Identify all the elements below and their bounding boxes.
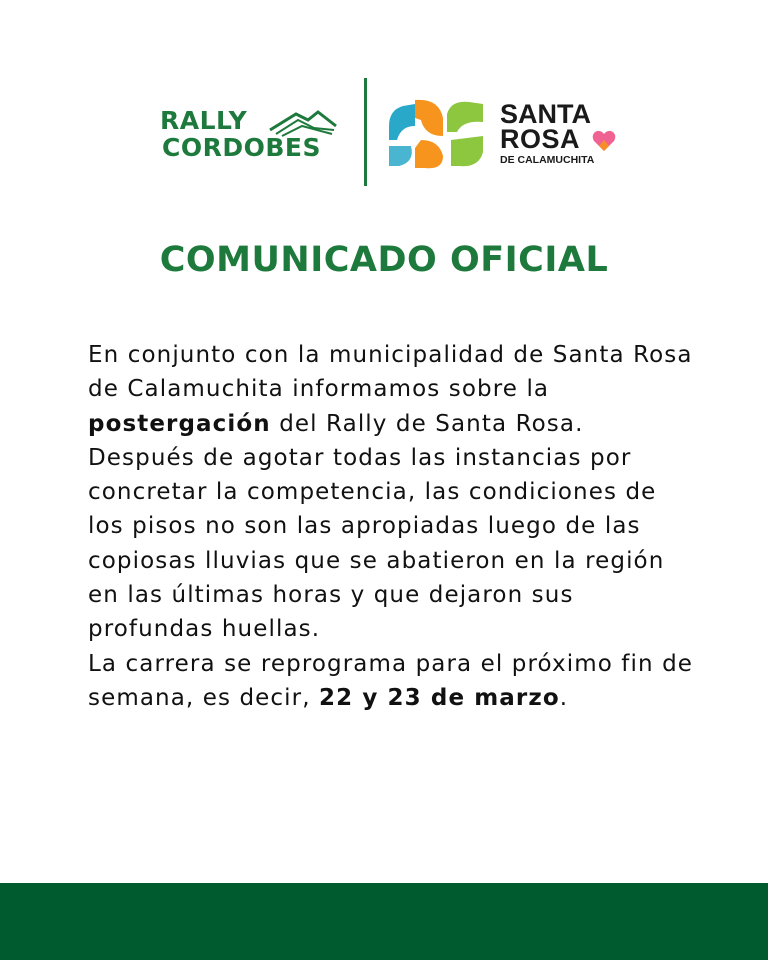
page-title: COMUNICADO OFICIAL	[159, 240, 609, 280]
paragraph-3	[88, 647, 698, 716]
logo-header	[0, 78, 768, 188]
rally-logo-line1: RALLY	[160, 106, 248, 135]
p3-text-after: .	[559, 684, 569, 711]
logo-divider	[364, 78, 367, 186]
santa-rosa-line3: DE CALAMUCHITA	[500, 154, 595, 166]
santa-rosa-line1: SANTA	[500, 99, 591, 129]
p3-bold-date: 22 y 23 de marzo	[319, 684, 560, 711]
santa-rosa-logo-icon	[385, 96, 487, 172]
rally-cordobes-logo	[160, 106, 340, 166]
heart-icon	[592, 130, 616, 152]
announcement-body	[88, 338, 698, 715]
p3-text-before: La carrera se reprograma para el próximo fin de semana, es decir,	[88, 650, 694, 711]
p1-text-before: En conjunto con la municipalidad de Santa Rosa de Calamuchita informamos sobre la	[88, 342, 693, 403]
santa-rosa-logo-text	[500, 99, 595, 166]
p1-bold-text: postergación	[88, 410, 271, 437]
p1-text-after: del Rally de Santa Rosa.	[270, 410, 584, 437]
rally-logo-line2: CORDOBES	[162, 133, 321, 162]
paragraph-1	[88, 338, 698, 441]
footer-band	[0, 883, 768, 960]
santa-rosa-line2: ROSA	[500, 124, 581, 154]
paragraph-2: Después de agotar todas las instancias por concretar la competencia, las condiciones de los pisos no son las apropiadas luego de las copiosas lluvias que se abatieron en la región en las últimas horas y que dejaron sus profundas huellas.	[88, 444, 665, 643]
